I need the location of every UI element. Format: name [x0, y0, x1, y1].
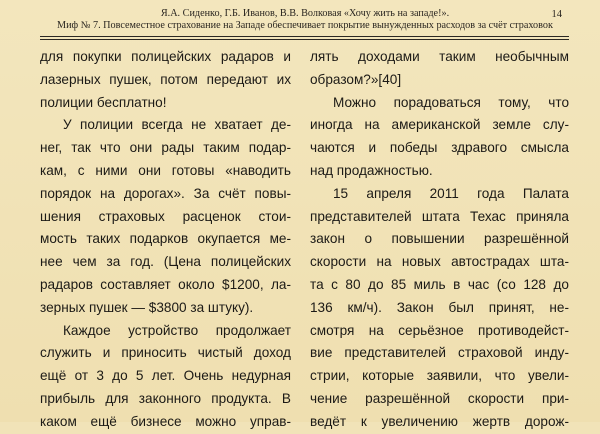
page-number: 14 [551, 9, 562, 20]
header-authors-title: Я.А. Сиденко, Г.Б. Иванов, В.В. Волковая «Хочу жить на западе!». [160, 8, 450, 19]
text-line: представителей штата Техас приняла [310, 208, 569, 224]
text-line: ведёт к увеличению жертв дорож- [310, 413, 569, 429]
text-line: каком ещё бизнесе можно управ- [40, 413, 291, 429]
text-line: ещё от 3 до 5 лет. Очень недурная [40, 368, 291, 384]
text-line: та с 80 до 85 миль в час (со 128 до [310, 276, 569, 292]
text-line: радаров составляет около $1200, ла- [40, 276, 291, 292]
right-column [310, 46, 569, 434]
text-line: полиции бесплатно! [40, 94, 167, 110]
text-line: над продажностью. [310, 162, 433, 178]
text-line: нее чем за год. (Цена полицейских [40, 254, 291, 270]
text-line: вие представителей страховой инду- [310, 345, 569, 361]
text-line: Каждое устройство продолжает [63, 322, 291, 338]
header-rule-bottom [40, 39, 569, 40]
text-line: кам, с ними они готовы «наводить [40, 162, 291, 178]
text-line: стрии, которые заявили, что увели- [310, 368, 569, 384]
text-line: лять доходами таким необычным [310, 49, 569, 64]
text-line: для покупки полицейских радаров и [40, 49, 291, 64]
text-line: чение разрешённой скорости при- [310, 390, 569, 406]
text-line: порядок на дорогах». За счёт повы- [40, 185, 291, 201]
text-line: зерных пушек — $3800 за штуку). [40, 299, 254, 315]
text-line: чаются и победы здравого смысла [310, 140, 569, 156]
text-line: прибыль для законного продукта. В [40, 390, 291, 406]
header-rule-top [40, 36, 569, 37]
text-line: служить и приносить чистый доход [40, 345, 291, 361]
text-line: иногда на американской земле слу- [310, 117, 569, 133]
text-line: образом?»[40] [310, 71, 402, 87]
text-line: шения страховых расценок стои- [40, 208, 291, 224]
text-line: Можно порадоваться тому, что [333, 94, 569, 110]
left-column [40, 46, 291, 434]
header-chapter-title: Миф № 7. Повсеместное страхование на Западе обеспечивает покрытие вынужденных расходов за счёт страховок [57, 20, 553, 31]
text-line: 136 км/ч). Закон был принят, не- [310, 299, 569, 315]
text-line: смотря на серьёзное противодейст- [310, 322, 569, 338]
text-line: 15 апреля 2011 года Палата [333, 185, 569, 201]
text-line: лазерных пушек, потом передают их [40, 71, 291, 87]
text-line: скорости на новых автострадах шта- [310, 254, 569, 270]
text-line: закон о повышении разрешённой [310, 231, 569, 247]
text-line: нег, так что они рады таким подар- [40, 140, 291, 156]
running-header [40, 8, 570, 32]
text-line: мость таких подарков окупается ме- [40, 231, 291, 247]
text-line: У полиции всегда не хватает де- [63, 117, 291, 133]
